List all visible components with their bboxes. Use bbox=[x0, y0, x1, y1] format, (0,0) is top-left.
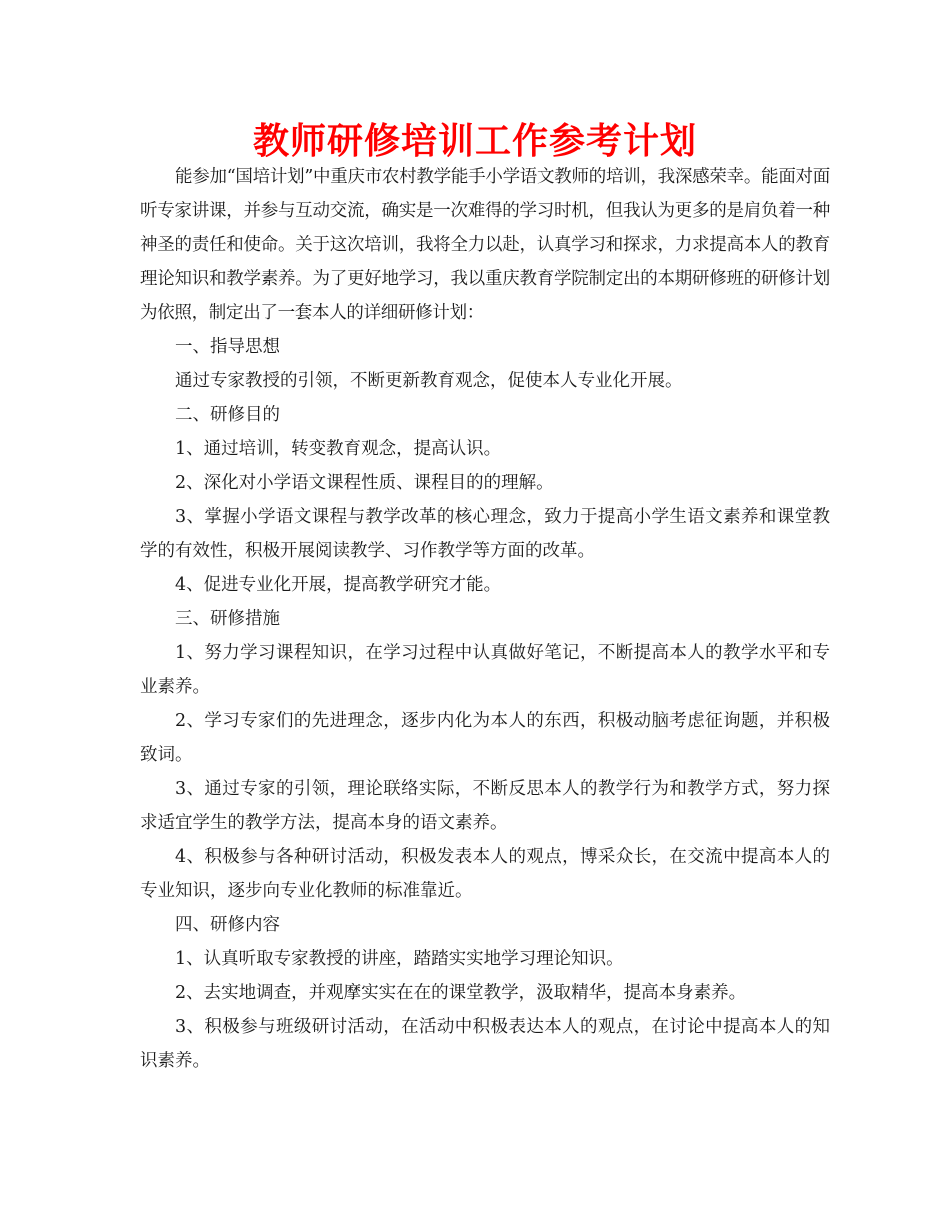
paragraph-intro: 能参加“国培计划”中重庆市农村教学能手小学语文教师的培训，我深感荣幸。能面对面听专家讲课，并参与互动交流，确实是一次难得的学习时机，但我认为更多的是肩负着一种神圣的责任和使命。关于这次培训，我将全力以赴，认真学习和探求，力求提高本人的教育理论知识和教学素养。为了更好地学习，我以重庆教育学院制定出的本期研修班的研修计划为依照，制定出了一套本人的详细研修计划： bbox=[140, 167, 830, 323]
list-item: 3、掌握小学语文课程与教学改革的核心理念，致力于提高小学生语文素养和课堂教学的有效性，积极开展阅读教学、习作教学等方面的改革。 bbox=[140, 507, 830, 561]
list-item: 1、认真听取专家教授的讲座，踏踏实实地学习理论知识。 bbox=[175, 949, 624, 969]
heading-research-content: 四、研修内容 bbox=[175, 915, 280, 935]
list-item: 2、深化对小学语文课程性质、课程目的的理解。 bbox=[175, 473, 554, 493]
list-item: 3、通过专家的引领，理论联络实际，不断反思本人的教学行为和教学方式，努力探求适宜学生的教学方法，提高本身的语文素养。 bbox=[140, 779, 830, 833]
heading-research-measures: 三、研修措施 bbox=[175, 609, 280, 629]
list-item: 4、积极参与各种研讨活动，积极发表本人的观点，博采众长，在交流中提高本人的专业知识，逐步向专业化教师的标准靠近。 bbox=[140, 847, 830, 901]
document-title: 教师研修培训工作参考计划 bbox=[252, 121, 697, 162]
list-item: 2、学习专家们的先进理念，逐步内化为本人的东西，积极动脑考虑征询题，并积极致词。 bbox=[140, 711, 830, 765]
heading-guiding-thought: 一、指导思想 bbox=[175, 337, 280, 357]
list-item: 3、积极参与班级研讨活动，在活动中积极表达本人的观点，在讨论中提高本人的知识素养。 bbox=[140, 1017, 830, 1071]
document-body bbox=[140, 160, 830, 1078]
heading-research-purpose: 二、研修目的 bbox=[175, 405, 280, 425]
list-item: 4、促进专业化开展，提高教学研究才能。 bbox=[175, 575, 502, 595]
list-item: 2、去实地调查，并观摩实实在在的课堂教学，汲取精华，提高本身素养。 bbox=[175, 983, 747, 1003]
list-item: 1、努力学习课程知识，在学习过程中认真做好笔记，不断提高本人的教学水平和专业素养。 bbox=[140, 643, 830, 697]
list-item: 1、通过培训，转变教育观念，提高认识。 bbox=[175, 439, 502, 459]
paragraph: 通过专家教授的引领，不断更新教育观念，促使本人专业化开展。 bbox=[175, 371, 683, 391]
